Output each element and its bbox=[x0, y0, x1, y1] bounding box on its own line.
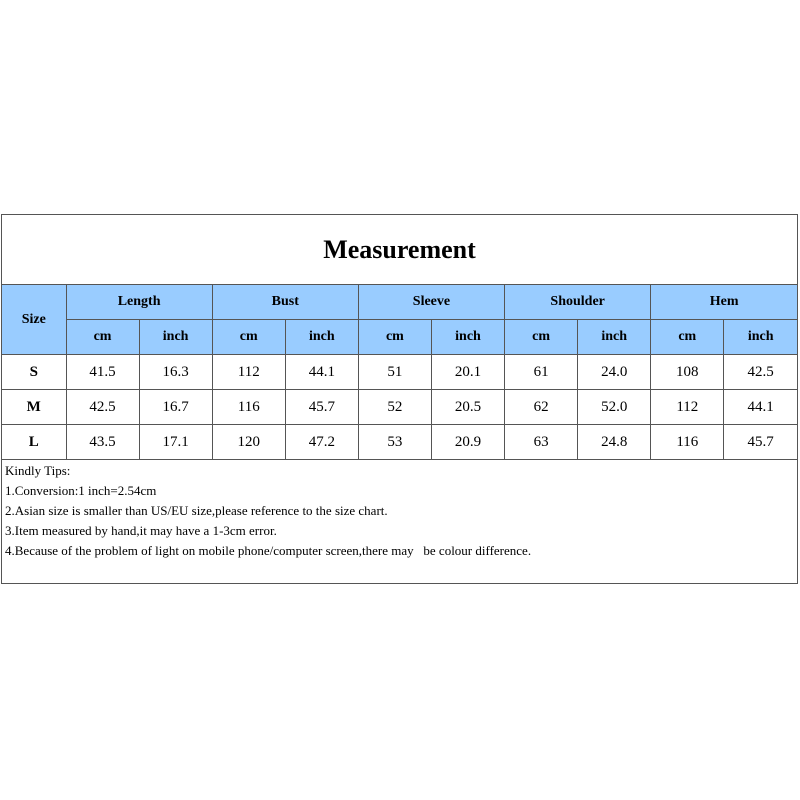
table-cell: 61 bbox=[505, 355, 578, 390]
tip-line: 1.Conversion:1 inch=2.54cm bbox=[5, 483, 157, 498]
group-header-length: Length bbox=[66, 285, 212, 320]
table-cell: 17.1 bbox=[139, 425, 212, 460]
table-cell: 24.0 bbox=[578, 355, 651, 390]
group-header-hem: Hem bbox=[651, 285, 797, 320]
table-cell: 52.0 bbox=[578, 390, 651, 425]
size-table bbox=[2, 285, 797, 460]
table-row bbox=[2, 425, 797, 460]
tips-heading: Kindly Tips: bbox=[5, 463, 71, 478]
table-cell: 41.5 bbox=[66, 355, 139, 390]
table-cell: 16.7 bbox=[139, 390, 212, 425]
table-cell: 112 bbox=[212, 355, 285, 390]
group-header-bust: Bust bbox=[212, 285, 358, 320]
table-cell: 43.5 bbox=[66, 425, 139, 460]
size-column-header: Size bbox=[2, 285, 66, 355]
table-cell: 44.1 bbox=[724, 390, 797, 425]
table-cell: 120 bbox=[212, 425, 285, 460]
table-row bbox=[2, 390, 797, 425]
unit-header-inch: inch bbox=[285, 320, 358, 355]
unit-header-cm: cm bbox=[66, 320, 139, 355]
unit-header-row bbox=[2, 320, 797, 355]
table-cell: 47.2 bbox=[285, 425, 358, 460]
table-cell: 20.5 bbox=[431, 390, 504, 425]
unit-header-inch: inch bbox=[724, 320, 797, 355]
size-label: M bbox=[2, 390, 66, 425]
table-cell: 45.7 bbox=[285, 390, 358, 425]
table-cell: 63 bbox=[505, 425, 578, 460]
size-label: S bbox=[2, 355, 66, 390]
unit-header-inch: inch bbox=[431, 320, 504, 355]
size-label: L bbox=[2, 425, 66, 460]
table-cell: 112 bbox=[651, 390, 724, 425]
title-row bbox=[2, 215, 797, 285]
table-cell: 51 bbox=[358, 355, 431, 390]
measurement-sheet bbox=[1, 214, 798, 584]
table-cell: 52 bbox=[358, 390, 431, 425]
table-cell: 62 bbox=[505, 390, 578, 425]
unit-header-cm: cm bbox=[358, 320, 431, 355]
table-cell: 24.8 bbox=[578, 425, 651, 460]
unit-header-cm: cm bbox=[651, 320, 724, 355]
group-header-sleeve: Sleeve bbox=[358, 285, 504, 320]
table-cell: 42.5 bbox=[66, 390, 139, 425]
table-cell: 116 bbox=[651, 425, 724, 460]
table-cell: 108 bbox=[651, 355, 724, 390]
tip-line: 3.Item measured by hand,it may have a 1-3cm error. bbox=[5, 523, 277, 538]
page-title: Measurement bbox=[323, 234, 476, 264]
unit-header-cm: cm bbox=[505, 320, 578, 355]
table-cell: 42.5 bbox=[724, 355, 797, 390]
unit-header-inch: inch bbox=[139, 320, 212, 355]
unit-header-cm: cm bbox=[212, 320, 285, 355]
group-header-shoulder: Shoulder bbox=[505, 285, 651, 320]
table-cell: 53 bbox=[358, 425, 431, 460]
tip-line: 4.Because of the problem of light on mobile phone/computer screen,there may be colour difference. bbox=[5, 543, 532, 558]
table-cell: 116 bbox=[212, 390, 285, 425]
table-cell: 16.3 bbox=[139, 355, 212, 390]
unit-header-inch: inch bbox=[578, 320, 651, 355]
table-row bbox=[2, 355, 797, 390]
table-cell: 20.1 bbox=[431, 355, 504, 390]
group-header-row bbox=[2, 285, 797, 320]
tip-line: 2.Asian size is smaller than US/EU size,please reference to the size chart. bbox=[5, 503, 388, 518]
kindly-tips bbox=[2, 460, 797, 562]
table-cell: 45.7 bbox=[724, 425, 797, 460]
table-cell: 20.9 bbox=[431, 425, 504, 460]
table-cell: 44.1 bbox=[285, 355, 358, 390]
